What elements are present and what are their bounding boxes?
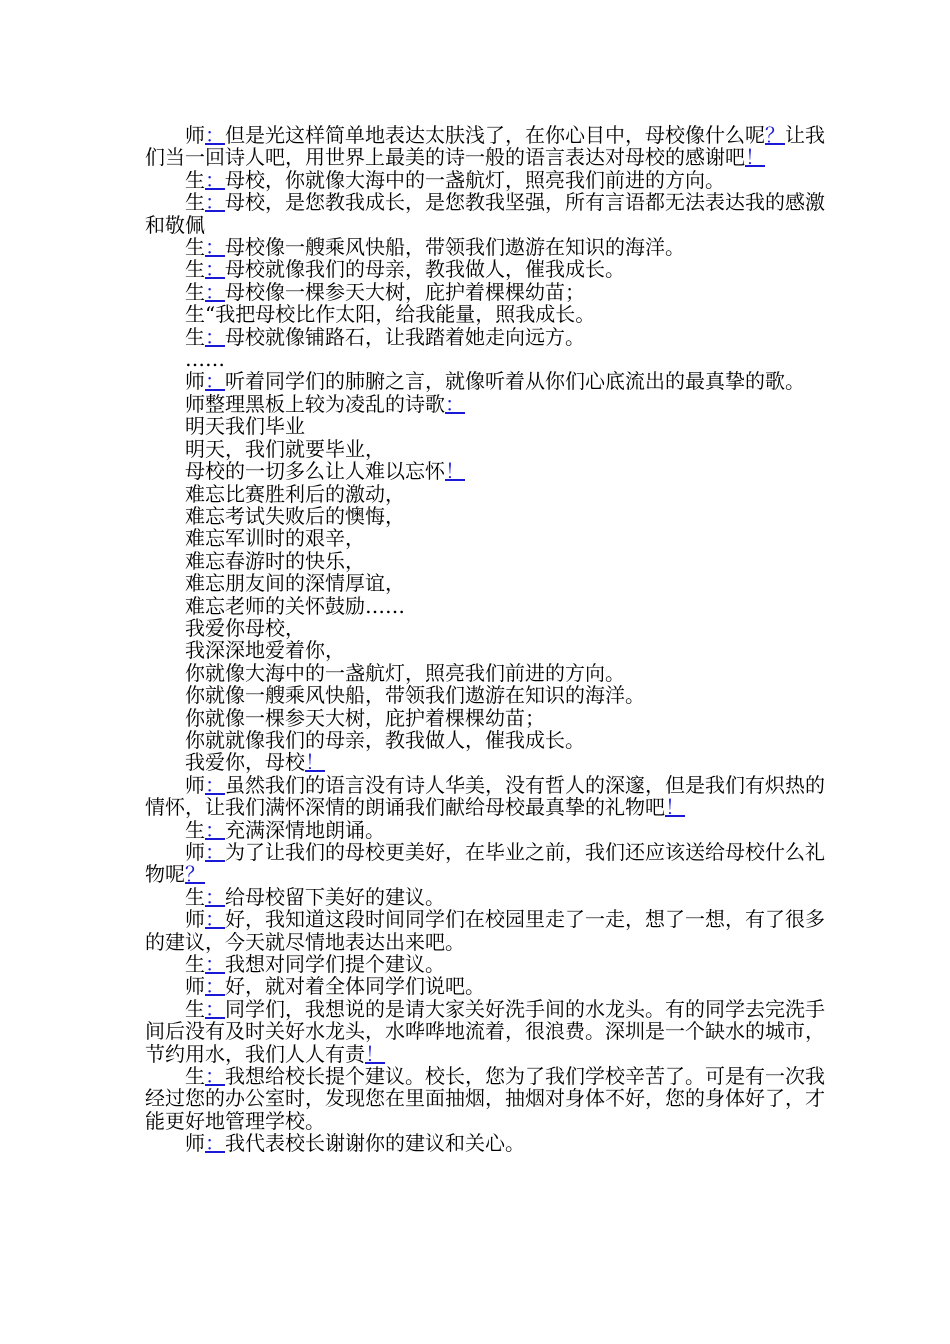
text-run: 生 (185, 996, 205, 1021)
dialogue-paragraph (145, 1065, 835, 1132)
text-run: 难忘比赛胜利后的激动， (185, 481, 405, 506)
revision-mark: ： (205, 817, 225, 842)
document-body (145, 124, 835, 1155)
text-run: 为了让我们的母校更美好，在毕业之前，我们还应该送给母校什么礼物呢 (145, 840, 825, 887)
revision-mark: ！ (365, 1041, 385, 1066)
revision-mark: ！ (445, 459, 465, 484)
revision-mark: ： (205, 324, 225, 349)
text-run: 师整理黑板上较为凌乱的诗歌 (185, 391, 445, 416)
revision-mark: ： (205, 190, 225, 215)
text-run: 听着同学们的肺腑之言，就像听着从你们心底流出的最真挚的歌。 (225, 369, 805, 394)
text-run: 好，就对着全体同学们说吧。 (225, 974, 485, 999)
text-run: 我爱你，母校 (185, 750, 305, 775)
revision-mark: ： (205, 772, 225, 797)
poem-line (145, 460, 835, 482)
poem-line (145, 662, 835, 684)
text-run: 母校，是您教我成长，是您教我坚强，所有言语都无法表达我的感激和敬佩 (145, 190, 825, 237)
revision-mark: ： (205, 257, 225, 282)
poem-line (145, 617, 835, 639)
text-run: 生 (185, 190, 205, 215)
text-run: 让我们当一回诗人吧，用世界上最美的诗一般的语言表达对母校的感谢吧 (145, 123, 825, 170)
text-run: 母校像一棵参天大树，庇护着棵棵幼苗； (225, 279, 585, 304)
revision-mark: ： (205, 235, 225, 260)
text-run: 生 (185, 167, 205, 192)
poem-line (145, 707, 835, 729)
text-run: 你就像一棵参天大树，庇护着棵棵幼苗； (185, 705, 545, 730)
text-run: 你就就像我们的母亲，教我做人，催我成长。 (185, 727, 585, 752)
revision-mark: ： (445, 391, 465, 416)
text-run: 师 (185, 1131, 205, 1156)
text-run: 师 (185, 772, 205, 797)
dialogue-paragraph (145, 258, 835, 280)
revision-mark: ： (205, 840, 225, 864)
dialogue-paragraph (145, 1132, 835, 1154)
text-run: 师 (185, 123, 205, 147)
text-run: 你就像一艘乘风快船，带领我们遨游在知识的海洋。 (185, 683, 645, 708)
dialogue-paragraph (145, 326, 835, 348)
poem-line (145, 751, 835, 773)
text-run: 生 (185, 324, 205, 349)
revision-mark: ： (205, 996, 225, 1021)
dialogue-paragraph (145, 841, 835, 886)
poem-line (145, 572, 835, 594)
text-run: 我想给校长提个建议。校长，您为了我们学校辛苦了。可是有一次我经过您的办公室时，发现您在里面抽烟，抽烟对身体不好，您的身体好了，才能更好地管理学校。 (145, 1064, 825, 1133)
dialogue-paragraph (145, 303, 835, 325)
text-run: 母校就像我们的母亲，教我做人，催我成长。 (225, 257, 625, 282)
text-run: 师 (185, 840, 205, 864)
text-run: 母校像一艘乘风快船，带领我们遨游在知识的海洋。 (225, 235, 685, 260)
poem-line (145, 415, 835, 437)
text-run: 生“我把母校比作太阳，给我能量，照我成长。 (185, 302, 596, 327)
revision-mark: ： (205, 952, 225, 977)
poem-line (145, 550, 835, 572)
revision-mark: ！ (745, 145, 765, 170)
dialogue-paragraph (145, 953, 835, 975)
text-run: 生 (185, 279, 205, 304)
text-run: 你就像大海中的一盏航灯，照亮我们前进的方向。 (185, 660, 625, 685)
text-run: 母校就像铺路石，让我踏着她走向远方。 (225, 324, 585, 349)
text-run: 充满深情地朗诵。 (225, 817, 385, 842)
text-run: 难忘春游时的快乐， (185, 548, 365, 573)
revision-mark: ： (205, 1131, 225, 1156)
revision-mark: ： (205, 123, 225, 147)
text-run: 我爱你母校， (185, 615, 305, 640)
text-run: 生 (185, 817, 205, 842)
text-run: 难忘老师的关怀鼓励…… (185, 593, 405, 618)
text-run: 母校的一切多么让人难以忘怀 (185, 459, 445, 484)
poem-line (145, 438, 835, 460)
dialogue-paragraph (145, 998, 835, 1065)
text-run: 但是光这样简单地表达太肤浅了，在你心目中，母校像什么呢 (225, 123, 765, 147)
text-run: 师 (185, 369, 205, 394)
revision-mark: ： (205, 1064, 225, 1089)
dialogue-paragraph (145, 975, 835, 997)
text-run: 明天，我们就要毕业， (185, 436, 385, 461)
text-run: 同学们，我想说的是请大家关好洗手间的水龙头。有的同学去完洗手间后没有及时关好水龙头，水哗哗地流着，很浪费。深圳是一个缺水的城市，节约用水，我们人人有责 (145, 996, 825, 1066)
revision-mark: ！ (305, 750, 325, 775)
poem-line (145, 729, 835, 751)
dialogue-paragraph (145, 886, 835, 908)
revision-mark: ： (205, 907, 225, 932)
dialogue-paragraph (145, 124, 835, 169)
revision-mark: ： (205, 884, 225, 909)
text-run: 给母校留下美好的建议。 (225, 884, 445, 909)
text-run: 我深深地爱着你， (185, 638, 345, 663)
dialogue-paragraph (145, 774, 835, 819)
poem-line (145, 483, 835, 505)
text-run: 好，我知道这段时间同学们在校园里走了一走，想了一想，有了很多的建议，今天就尽情地表达出来吧。 (145, 907, 825, 954)
poem-line (145, 505, 835, 527)
dialogue-paragraph (145, 370, 835, 392)
text-run: 生 (185, 257, 205, 282)
poem-line (145, 595, 835, 617)
dialogue-paragraph (145, 348, 835, 370)
text-run: 难忘考试失败后的懊悔， (185, 503, 405, 528)
dialogue-paragraph (145, 191, 835, 236)
poem-line (145, 527, 835, 549)
text-run: 难忘军训时的艰辛， (185, 526, 365, 551)
revision-mark: ？ (185, 862, 205, 887)
text-run: 生 (185, 884, 205, 909)
text-run: 难忘朋友间的深情厚谊， (185, 571, 405, 596)
dialogue-paragraph (145, 169, 835, 191)
revision-mark: ： (205, 167, 225, 192)
revision-mark: ？ (765, 123, 785, 147)
revision-mark: ： (205, 369, 225, 394)
revision-mark: ！ (665, 795, 685, 820)
dialogue-paragraph (145, 819, 835, 841)
revision-mark: ： (205, 279, 225, 304)
dialogue-paragraph (145, 393, 835, 415)
text-run: 生 (185, 1064, 205, 1089)
dialogue-paragraph (145, 908, 835, 953)
text-run: 生 (185, 235, 205, 260)
text-run: 母校，你就像大海中的一盏航灯，照亮我们前进的方向。 (225, 167, 725, 192)
text-run: 师 (185, 974, 205, 999)
dialogue-paragraph (145, 236, 835, 258)
text-run: 师 (185, 907, 205, 932)
text-run: …… (185, 347, 225, 372)
text-run: 虽然我们的语言没有诗人华美，没有哲人的深邃，但是我们有炽热的情怀，让我们满怀深情的朗诵我们献给母校最真挚的礼物吧 (145, 772, 825, 820)
text-run: 我想对同学们提个建议。 (225, 952, 445, 977)
revision-mark: ： (205, 974, 225, 999)
text-run: 我代表校长谢谢你的建议和关心。 (225, 1131, 525, 1156)
poem-line (145, 684, 835, 706)
text-run: 生 (185, 952, 205, 977)
text-run: 明天我们毕业 (185, 414, 305, 439)
dialogue-paragraph (145, 281, 835, 303)
poem-line (145, 639, 835, 661)
